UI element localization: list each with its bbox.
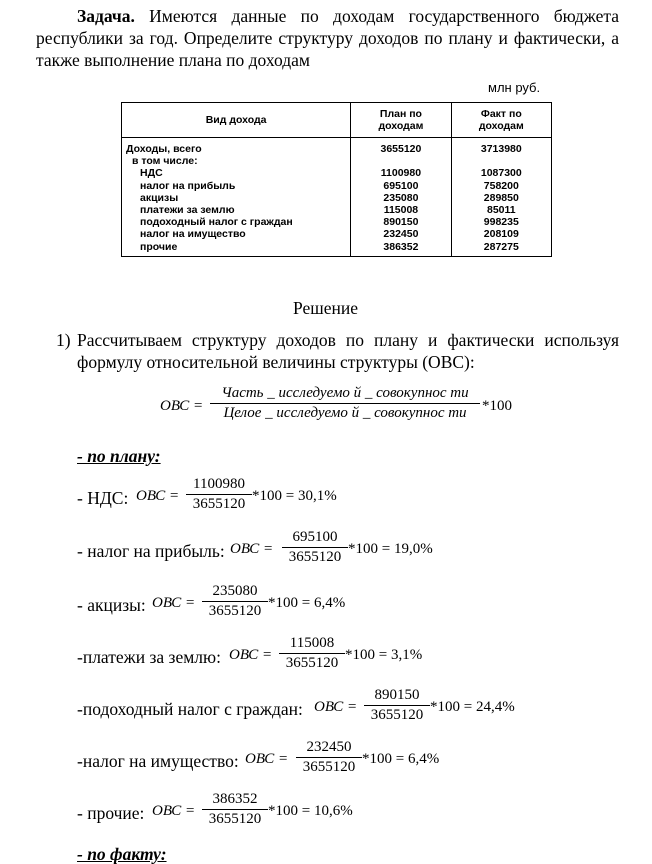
fraction-bar bbox=[296, 757, 362, 758]
calc-fraction bbox=[279, 635, 345, 672]
unit-label: млн руб. bbox=[488, 80, 541, 95]
calc-label: -платежи за землю: bbox=[77, 647, 221, 667]
row-fact: 85011 bbox=[451, 204, 551, 216]
calc-denominator: 3655120 bbox=[370, 707, 424, 723]
calc-numerator: 890150 bbox=[374, 687, 420, 703]
fraction-bar bbox=[364, 705, 430, 706]
by-plan-heading: - по плану: bbox=[77, 446, 161, 466]
calc-label: - прочие: bbox=[77, 803, 145, 823]
row-fact: 287275 bbox=[451, 241, 551, 257]
calc-label: - акцизы: bbox=[77, 595, 146, 615]
table-row bbox=[122, 180, 552, 192]
calc-numerator: 115008 bbox=[289, 635, 335, 651]
calc-label: -налог на имущество: bbox=[77, 751, 239, 771]
header-plan: План по доходам bbox=[351, 103, 451, 138]
row-name: налог на прибыль bbox=[122, 180, 351, 192]
row-name: платежи за землю bbox=[122, 204, 351, 216]
by-fact-heading: - по факту: bbox=[77, 844, 167, 864]
row-fact: 208109 bbox=[451, 228, 551, 240]
task-line-1 bbox=[77, 6, 619, 26]
formula-lhs: ОВС = bbox=[160, 398, 204, 414]
calc-result: *100 = 19,0% bbox=[348, 541, 433, 557]
fraction-bar bbox=[202, 601, 268, 602]
formula-mult: *100 bbox=[482, 398, 512, 414]
task-text-1: Имеются данные по доходам государственного бюджета bbox=[149, 6, 619, 26]
solution-title: Решение bbox=[293, 298, 359, 318]
step-line-2: формулу относительной величины структуры (ОВС): bbox=[77, 352, 475, 372]
row-name: в том числе: bbox=[122, 155, 351, 167]
row-name: прочие bbox=[122, 241, 351, 257]
table-row bbox=[122, 138, 552, 156]
fraction-bar bbox=[282, 547, 348, 548]
row-fact: 289850 bbox=[451, 192, 551, 204]
step-line-1: Рассчитываем структуру доходов по плану и фактически используя bbox=[77, 330, 619, 350]
table-row bbox=[122, 155, 552, 167]
calc-result: *100 = 30,1% bbox=[252, 488, 337, 504]
ovs-label: ОВС = bbox=[152, 803, 196, 819]
ovs-label: ОВС = bbox=[229, 647, 273, 663]
calc-fraction bbox=[202, 583, 268, 620]
calc-denominator: 3655120 bbox=[192, 496, 246, 512]
table-row bbox=[122, 204, 552, 216]
calc-fraction bbox=[186, 476, 252, 513]
calc-denominator: 3655120 bbox=[288, 549, 342, 565]
calc-denominator: 3655120 bbox=[302, 759, 356, 775]
calc-label: - налог на прибыль: bbox=[77, 541, 225, 561]
calc-numerator: 386352 bbox=[212, 791, 258, 807]
fraction-bar bbox=[186, 494, 252, 495]
income-table bbox=[121, 102, 552, 257]
calc-label: -подоходный налог с граждан: bbox=[77, 699, 303, 719]
calc-fraction bbox=[202, 791, 268, 828]
row-fact: 758200 bbox=[451, 180, 551, 192]
calc-result: *100 = 3,1% bbox=[345, 647, 423, 663]
row-name: Доходы, всего bbox=[122, 138, 351, 156]
calc-result: *100 = 6,4% bbox=[362, 751, 440, 767]
step-number: 1) bbox=[56, 330, 71, 350]
row-fact: 998235 bbox=[451, 216, 551, 228]
header-type: Вид дохода bbox=[122, 103, 351, 138]
row-name: акцизы bbox=[122, 192, 351, 204]
calc-result: *100 = 10,6% bbox=[268, 803, 353, 819]
ovs-label: ОВС = bbox=[230, 541, 274, 557]
row-name: налог на имущество bbox=[122, 228, 351, 240]
row-plan: 386352 bbox=[351, 241, 451, 257]
table-row bbox=[122, 216, 552, 228]
calc-fraction bbox=[296, 739, 362, 776]
calc-numerator: 1100980 bbox=[193, 476, 245, 492]
formula-numerator: Часть _ исследуемо й _ совокупнос ти bbox=[221, 385, 469, 401]
task-line-3: также выполнение плана по доходам bbox=[36, 50, 310, 70]
fraction-bar bbox=[279, 653, 345, 654]
header-fact: Факт по доходам bbox=[451, 103, 551, 138]
formula-fraction bbox=[210, 385, 480, 422]
row-name: подоходный налог с граждан bbox=[122, 216, 351, 228]
row-fact: 1087300 bbox=[451, 167, 551, 179]
row-fact bbox=[451, 155, 551, 167]
row-plan: 3655120 bbox=[351, 138, 451, 156]
calc-denominator: 3655120 bbox=[208, 811, 262, 827]
row-name: НДС bbox=[122, 167, 351, 179]
ovs-label: ОВС = bbox=[136, 488, 180, 504]
row-plan: 1100980 bbox=[351, 167, 451, 179]
calc-numerator: 695100 bbox=[292, 529, 338, 545]
row-plan: 232450 bbox=[351, 228, 451, 240]
formula-denominator: Целое _ исследуемо й _ совокупнос ти bbox=[223, 405, 467, 421]
calc-result: *100 = 6,4% bbox=[268, 595, 346, 611]
calc-denominator: 3655120 bbox=[208, 603, 262, 619]
ovs-label: ОВС = bbox=[314, 699, 358, 715]
calc-result: *100 = 24,4% bbox=[430, 699, 515, 715]
row-plan: 115008 bbox=[351, 204, 451, 216]
table-row bbox=[122, 167, 552, 179]
row-fact: 3713980 bbox=[451, 138, 551, 156]
table-row bbox=[122, 192, 552, 204]
table-row bbox=[122, 241, 552, 257]
calc-denominator: 3655120 bbox=[285, 655, 339, 671]
task-line-2: республики за год. Определите структуру доходов по плану и фактически, а bbox=[36, 28, 619, 48]
task-label: Задача. bbox=[77, 6, 135, 26]
calc-fraction bbox=[282, 529, 348, 566]
row-plan bbox=[351, 155, 451, 167]
table-header-row bbox=[122, 103, 552, 138]
table-row bbox=[122, 228, 552, 240]
ovs-label: ОВС = bbox=[245, 751, 289, 767]
calc-label: - НДС: bbox=[77, 488, 129, 508]
fraction-bar bbox=[202, 809, 268, 810]
row-plan: 890150 bbox=[351, 216, 451, 228]
row-plan: 235080 bbox=[351, 192, 451, 204]
ovs-label: ОВС = bbox=[152, 595, 196, 611]
fraction-bar bbox=[210, 403, 480, 404]
calc-numerator: 232450 bbox=[306, 739, 352, 755]
calc-numerator: 235080 bbox=[212, 583, 258, 599]
row-plan: 695100 bbox=[351, 180, 451, 192]
calc-fraction bbox=[364, 687, 430, 724]
